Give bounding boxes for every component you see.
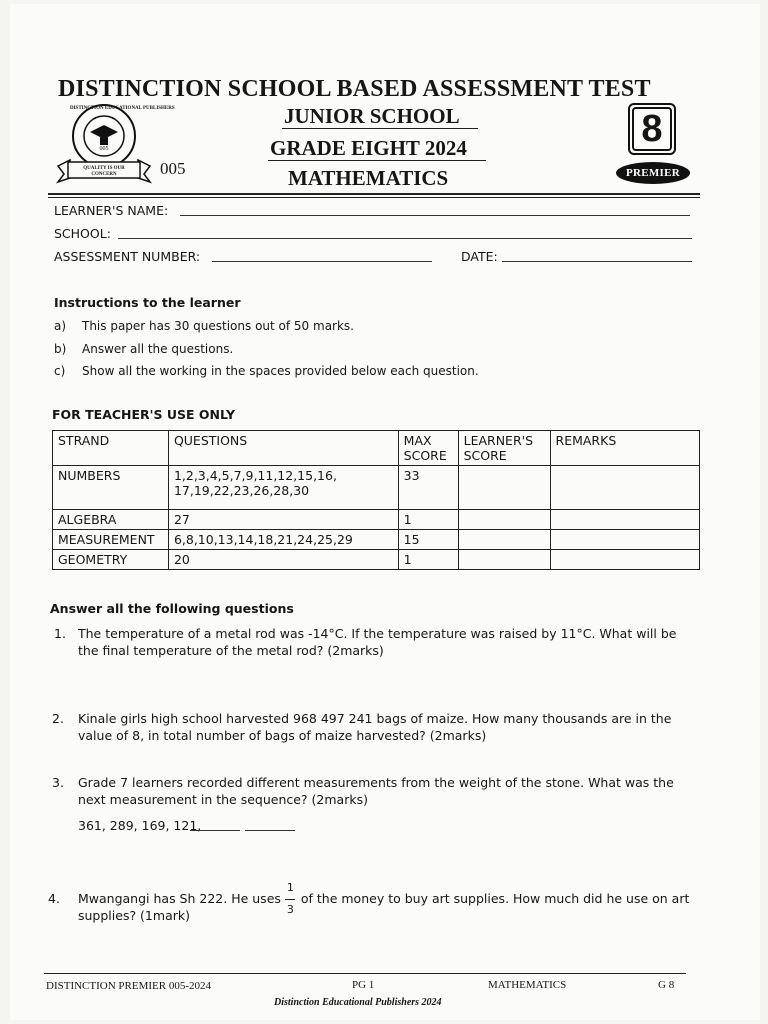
- question-3-line: Grade 7 learners recorded different measurements from the weight of the stone. What was the: [78, 775, 674, 790]
- learner-score-cell[interactable]: [458, 530, 550, 550]
- question-4-text-pre: Mwangangi has Sh 222. He uses: [78, 891, 281, 906]
- date-label: DATE:: [461, 249, 498, 264]
- question-4-number: 4.: [48, 891, 60, 906]
- instruction-marker: c): [54, 364, 66, 378]
- question-4-line2: supplies? (1mark): [78, 908, 190, 923]
- fraction-one-third: [285, 881, 297, 916]
- header-questions: QUESTIONS: [168, 431, 398, 466]
- sequence-answer-blank-2[interactable]: [245, 830, 295, 831]
- learner-name-label: LEARNER'S NAME:: [54, 203, 169, 218]
- question-2-line: value of 8, in total number of bags of maize harvested? (2marks): [78, 728, 487, 743]
- assessment-number-field[interactable]: [212, 261, 432, 262]
- question-1-line: The temperature of a metal rod was -14°C. If the temperature was raised by 11°C. What will be: [78, 626, 677, 641]
- premier-badge: PREMIER: [616, 162, 690, 184]
- publisher-logo: [50, 104, 175, 186]
- questions-line: 17,19,22,23,26,28,30: [173, 483, 310, 498]
- question-3-text: [78, 774, 718, 808]
- sequence-answer-blank-1[interactable]: [190, 830, 240, 831]
- subject-title: MATHEMATICS: [288, 166, 449, 190]
- question-2-text: [78, 710, 718, 744]
- questions-cell: 6,8,10,13,14,18,21,24,25,29: [168, 530, 398, 550]
- header-max-score-line1: MAX: [403, 433, 432, 448]
- assessment-number-label: ASSESSMENT NUMBER:: [54, 249, 201, 264]
- header-max-score-line2: SCORE: [403, 448, 447, 463]
- remarks-cell[interactable]: [550, 466, 699, 510]
- instruction-item: Show all the working in the spaces provided below each question.: [82, 364, 479, 378]
- table-header-row: [53, 431, 700, 466]
- table-row: [53, 530, 700, 550]
- questions-heading: Answer all the following questions: [50, 601, 294, 616]
- question-4-text-post: of the money to buy art supplies. How much did he use on art: [300, 891, 690, 906]
- footer-subject: MATHEMATICS: [488, 979, 567, 991]
- exam-page: [10, 4, 760, 1020]
- max-score-cell: 1: [398, 510, 458, 530]
- header-strand: STRAND: [53, 431, 169, 466]
- question-3-number: 3.: [52, 775, 64, 790]
- fraction-denominator: 3: [286, 903, 294, 916]
- instruction-item: Answer all the questions.: [82, 342, 234, 356]
- grade-year: GRADE EIGHT 2024: [270, 136, 467, 160]
- strand-cell: GEOMETRY: [53, 550, 169, 570]
- questions-cell: 27: [168, 510, 398, 530]
- instruction-item: This paper has 30 questions out of 50 marks.: [82, 319, 354, 333]
- instruction-marker: b): [54, 342, 67, 356]
- question-1-text: [78, 625, 718, 659]
- header-learner-score-line1: LEARNER'S: [463, 433, 534, 448]
- school-field[interactable]: [118, 238, 692, 239]
- learner-score-cell[interactable]: [458, 466, 550, 510]
- grade-badge-number: 8: [632, 107, 672, 151]
- learner-name-field[interactable]: [180, 215, 690, 216]
- strand-cell: MEASUREMENT: [53, 530, 169, 550]
- question-3-line: next measurement in the sequence? (2marks): [78, 792, 368, 807]
- question-3-sequence: 361, 289, 169, 121,: [78, 818, 202, 833]
- question-1-line: the final temperature of the metal rod? (2marks): [78, 643, 384, 658]
- instructions-heading: Instructions to the learner: [54, 295, 241, 310]
- remarks-cell[interactable]: [550, 510, 699, 530]
- footer-grade: G 8: [658, 979, 675, 991]
- teacher-score-table: [52, 430, 700, 570]
- logo-ribbon-text: QUALITY IS OUR CONCERN: [83, 166, 125, 177]
- learner-score-cell[interactable]: [458, 510, 550, 530]
- table-row: [53, 466, 700, 510]
- remarks-cell[interactable]: [550, 530, 699, 550]
- header-learner-score-line2: SCORE: [463, 448, 507, 463]
- school-level: JUNIOR SCHOOL: [284, 104, 460, 128]
- logo-center-text: 005: [99, 146, 109, 152]
- max-score-cell: 33: [398, 466, 458, 510]
- questions-cell: [168, 466, 398, 510]
- exam-title: DISTINCTION SCHOOL BASED ASSESSMENT TEST: [58, 76, 651, 102]
- date-field[interactable]: [502, 261, 692, 262]
- footer-page-number: PG 1: [352, 979, 375, 991]
- questions-cell: 20: [168, 550, 398, 570]
- strand-cell: NUMBERS: [53, 466, 169, 510]
- question-2-number: 2.: [52, 711, 64, 726]
- table-row: [53, 550, 700, 570]
- max-score-cell: 15: [398, 530, 458, 550]
- instruction-marker: a): [54, 319, 67, 333]
- table-row: [53, 510, 700, 530]
- footer-paper-code: DISTINCTION PREMIER 005-2024: [46, 980, 211, 992]
- questions-line: 1,2,3,4,5,7,9,11,12,15,16,: [173, 468, 337, 483]
- question-1-number: 1.: [54, 626, 66, 641]
- footer-publisher: Distinction Educational Publishers 2024: [274, 997, 442, 1008]
- grade-badge: [628, 103, 676, 155]
- header-remarks: REMARKS: [550, 431, 699, 466]
- question-2-line: Kinale girls high school harvested 968 497 241 bags of maize. How many thousands are in the: [78, 711, 672, 726]
- logo-ring-text: DISTINCTION EDUCATIONAL PUBLISHERS: [70, 106, 175, 111]
- max-score-cell: 1: [398, 550, 458, 570]
- paper-code: 005: [160, 159, 186, 178]
- remarks-cell[interactable]: [550, 550, 699, 570]
- fraction-numerator: 1: [286, 881, 294, 894]
- learner-score-cell[interactable]: [458, 550, 550, 570]
- teacher-table-heading: FOR TEACHER'S USE ONLY: [52, 407, 236, 422]
- header-max-score: [398, 431, 458, 466]
- strand-cell: ALGEBRA: [53, 510, 169, 530]
- header-learner-score: [458, 431, 550, 466]
- school-label: SCHOOL:: [54, 226, 111, 241]
